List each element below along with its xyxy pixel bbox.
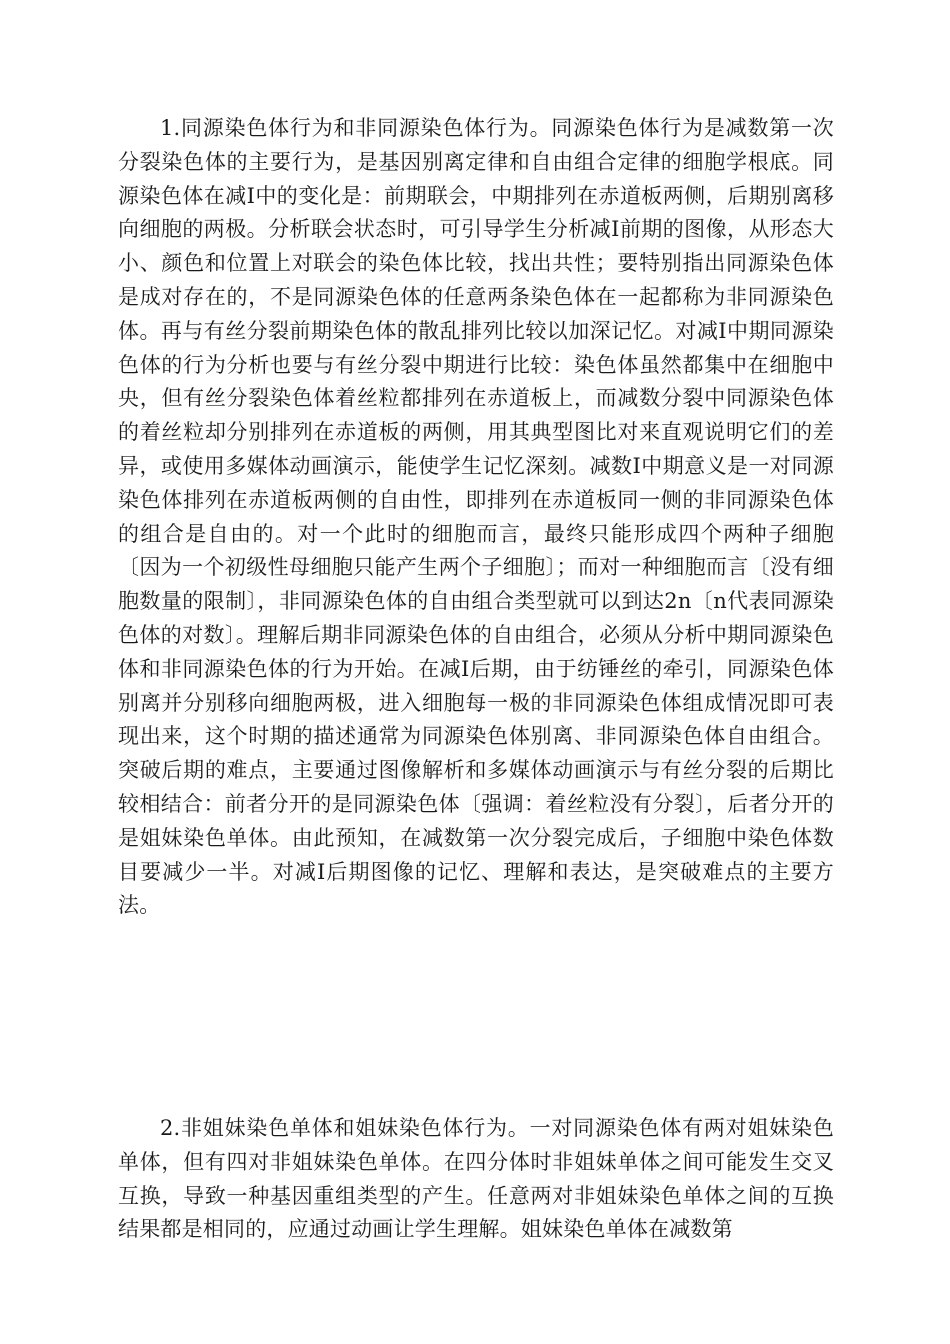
paragraph-sister-chromatid-behavior: 2.非姐妹染色单体和姐妹染色体行为。一对同源染色体有两对姐妹染色单体，但有四对非姐妹染色单体。在四分体时非姐妹单体之间可能发生交叉互换，导致一种基因重组类型的产生。任意两对非姐妹染色单体之间的互换结果都是相同的，应通过动画让学生理解。姐妹染色单体在减数第: [118, 1116, 834, 1242]
paragraph-homologous-chromosome-behavior: 1.同源染色体行为和非同源染色体行为。同源染色体行为是减数第一次分裂染色体的主要行为，是基因别离定律和自由组合定律的细胞学根底。同源染色体在减Ⅰ中的变化是：前期联会，中期排列在赤道板两侧，后期别离移向细胞的两极。分析联会状态时，可引导学生分析减Ⅰ前期的图像，从形态大小、颜色和位置上对联会的染色体比较，找出共性；要特别指出同源染色体是成对存在的，不是同源染色体的任意两条染色体在一起都称为非同源染色体。再与有丝分裂前期染色体的散乱排列比较以加深记忆。对减Ⅰ中期同源染色体的行为分析也要与有丝分裂中期进行比较：染色体虽然都集中在细胞中央，但有丝分裂染色体着丝粒都排列在赤道板上，而减数分裂中同源染色体的着丝粒却分别排列在赤道板的两侧，用其典型图比对来直观说明它们的差异，或使用多媒体动画演示，能使学生记忆深刻。减数Ⅰ中期意义是一对同源染色体排列在赤道板两侧的自由性，即排列在赤道板同一侧的非同源染色体的组合是自由的。对一个此时的细胞而言，最终只能形成四个两种子细胞〔因为一个初级性母细胞只能产生两个子细胞〕；而对一种细胞而言〔没有细胞数量的限制〕，非同源染色体的自由组合类型就可以到达2n〔n代表同源染色体的对数〕。理解后期非同源染色体的自由组合，必须从分析中期同源染色体和非同源染色体的行为开始。在减Ⅰ后期，由于纺锤丝的牵引，同源染色体别离并分别移向细胞两极，进入细胞每一极的非同源染色体组成情况即可表现出来，这个时期的描述通常为同源染色体别离、非同源染色体自由组合。突破后期的难点，主要通过图像解析和多媒体动画演示与有丝分裂的后期比较相结合：前者分开的是同源染色体〔强调：着丝粒没有分裂〕，后者分开的是姐妹染色单体。由此预知，在减数第一次分裂完成后，子细胞中染色体数目要减少一半。对减Ⅰ后期图像的记忆、理解和表达，是突破难点的主要方法。: [118, 116, 834, 918]
